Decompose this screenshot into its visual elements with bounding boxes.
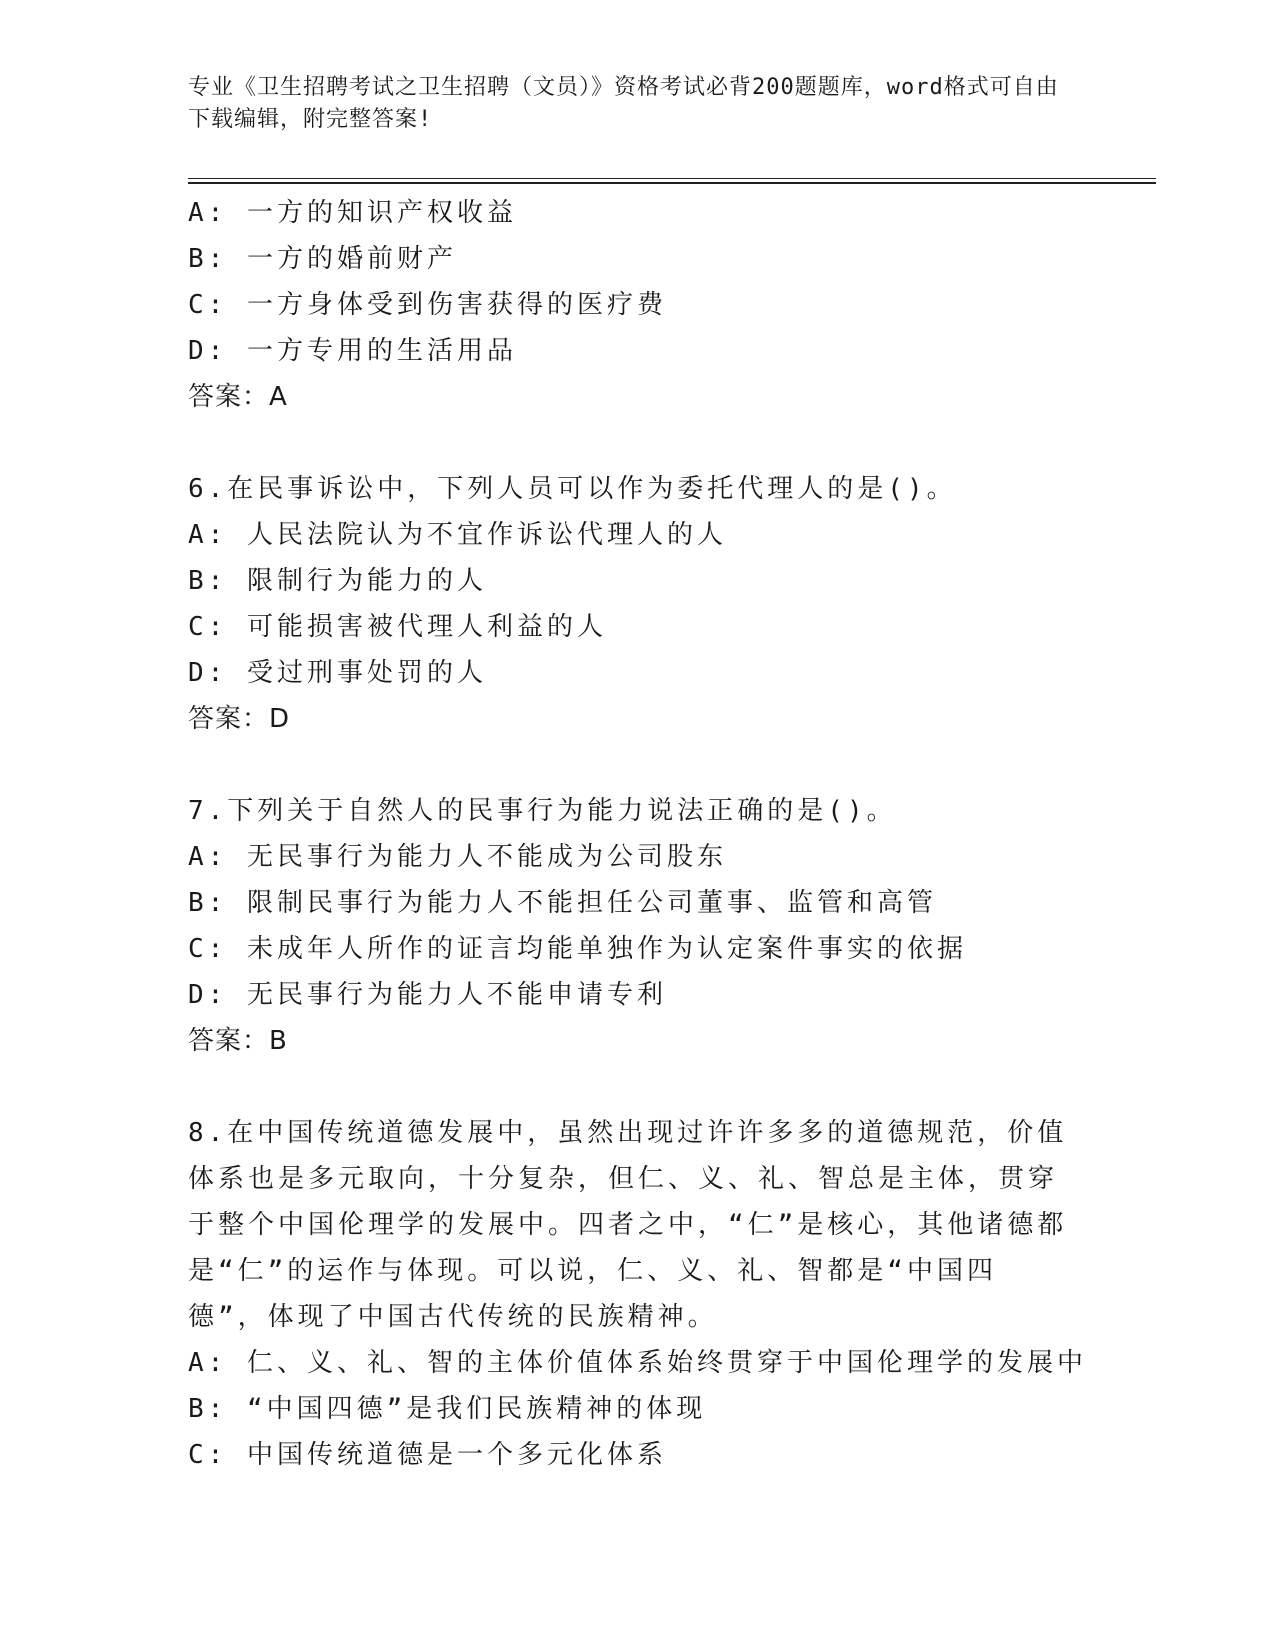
answer-label: 答案：D bbox=[188, 704, 291, 734]
option-c: C: 中国传统道德是一个多元化体系 bbox=[188, 1440, 667, 1470]
question-list bbox=[188, 190, 1087, 1478]
option-c: C: 一方身体受到伤害获得的医疗费 bbox=[188, 290, 667, 320]
option-d: D: 受过刑事处罚的人 bbox=[188, 658, 487, 688]
option-a: A: 仁、义、礼、智的主体价值体系始终贯穿于中国伦理学的发展中 bbox=[188, 1348, 1087, 1378]
answer-label: 答案：A bbox=[188, 382, 288, 412]
option-a: A: 一方的知识产权收益 bbox=[188, 198, 517, 228]
question-block-8 bbox=[188, 1110, 1087, 1478]
answer-label: 答案：B bbox=[188, 1026, 288, 1056]
option-b: B: 限制民事行为能力人不能担任公司董事、监管和高管 bbox=[188, 888, 937, 918]
option-b: B: 限制行为能力的人 bbox=[188, 566, 487, 596]
option-c: C: 未成年人所作的证言均能单独作为认定案件事实的依据 bbox=[188, 934, 967, 964]
document-header bbox=[188, 72, 1068, 136]
option-b: B: “中国四德”是我们民族精神的体现 bbox=[188, 1394, 707, 1424]
question-stem: 6.在民事诉讼中，下列人员可以作为委托代理人的是()。 bbox=[188, 474, 957, 504]
option-b: B: 一方的婚前财产 bbox=[188, 244, 457, 274]
header-intro-text: 专业《卫生招聘考试之卫生招聘（文员）》资格考试必背200题题库，word格式可自由下载编辑，附完整答案! bbox=[188, 75, 1059, 132]
option-a: A: 无民事行为能力人不能成为公司股东 bbox=[188, 842, 727, 872]
question-block-6 bbox=[188, 466, 1068, 742]
question-block-7 bbox=[188, 788, 1068, 1064]
option-d: D: 一方专用的生活用品 bbox=[188, 336, 517, 366]
option-c: C: 可能损害被代理人利益的人 bbox=[188, 612, 607, 642]
question-block-5 bbox=[188, 190, 1068, 420]
option-a: A: 人民法院认为不宜作诉讼代理人的人 bbox=[188, 520, 727, 550]
header-divider bbox=[188, 178, 1156, 184]
option-d: D: 无民事行为能力人不能申请专利 bbox=[188, 980, 667, 1010]
question-stem: 8.在中国传统道德发展中，虽然出现过许许多多的道德规范，价值体系也是多元取向，十分复杂，但仁、义、礼、智总是主体，贯穿于整个中国伦理学的发展中。四者之中，“仁”是核心，其他诸德都是“仁”的运作与体现。可以说，仁、义、礼、智都是“中国四德”，体现了中国古代传统的民族精神。 bbox=[188, 1118, 1068, 1332]
question-stem: 7.下列关于自然人的民事行为能力说法正确的是()。 bbox=[188, 796, 897, 826]
